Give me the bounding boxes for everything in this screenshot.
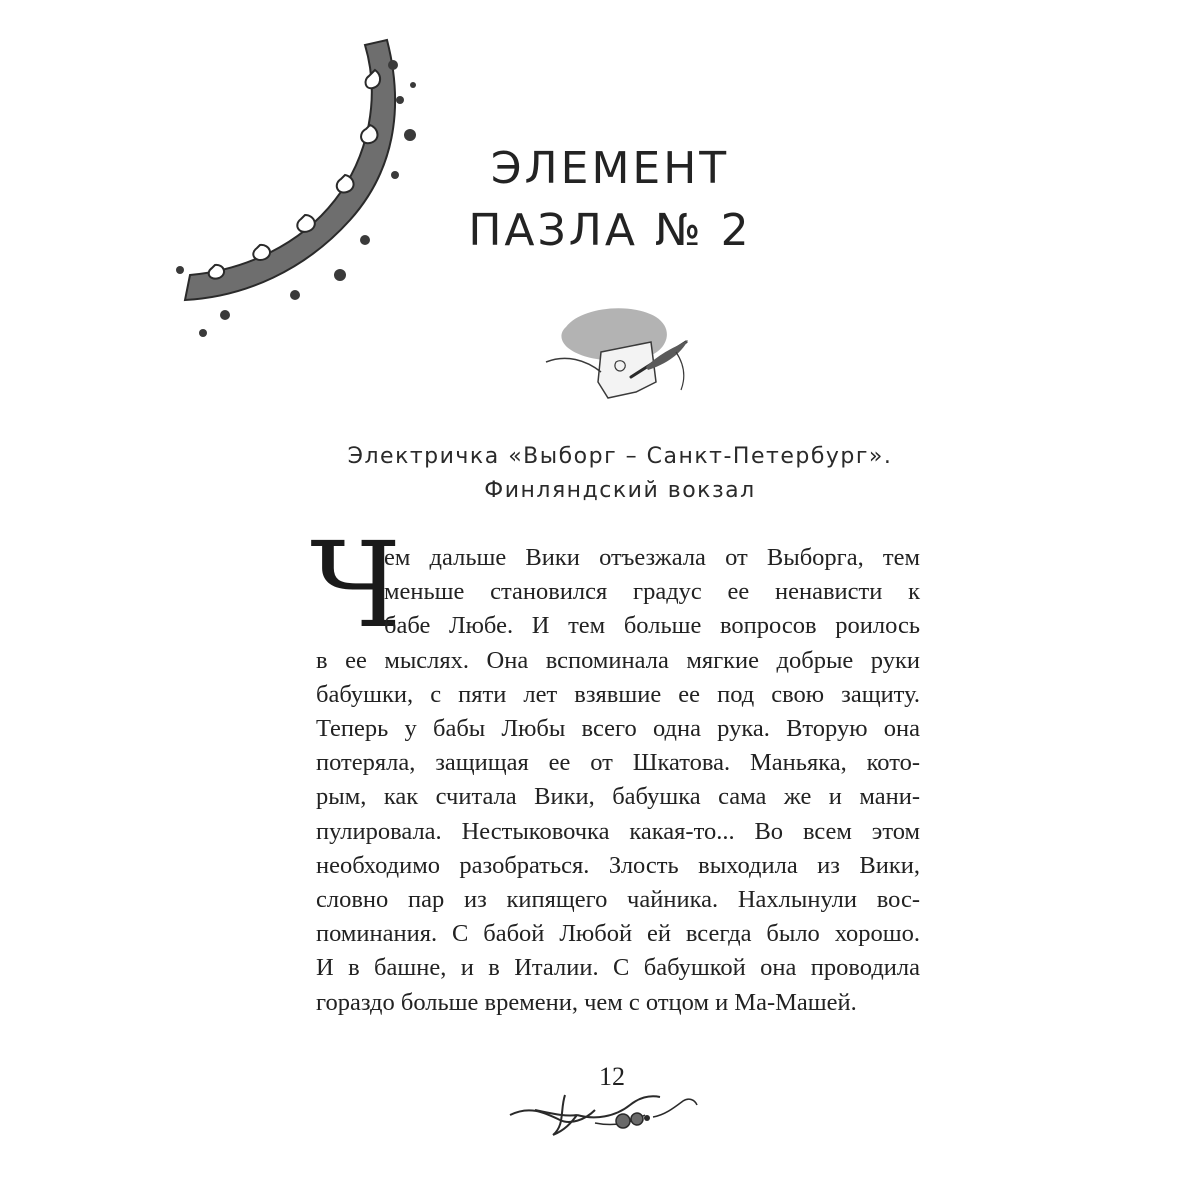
body-line: потеряла, защищая ее от Шкатова. Маньяка, кото- (316, 749, 920, 777)
body-line: словно пар из кипящего чайника. Нахлынули вос- (316, 886, 920, 914)
body-line: Теперь у бабы Любы всего одна рука. Вторую она (316, 715, 920, 743)
body-line: И в башне, и в Италии. С бабушкой она проводила (316, 954, 920, 982)
body-line: ем дальше Вики отъезжала от Выборга, тем (384, 544, 920, 571)
corner-ornament-icon (165, 25, 435, 355)
subtitle-line-2: Финляндский вокзал (484, 478, 756, 503)
flourish-with-beads-icon (505, 1075, 705, 1155)
subtitle-line-1: Электричка «Выборг – Санкт-Петербург». (347, 444, 893, 469)
puzzle-piece-with-feather-icon (536, 302, 696, 412)
page-number: 12 (599, 1062, 625, 1091)
drop-cap: Ч (310, 516, 402, 654)
body-line: в ее мыслях. Она вспоминала мягкие добрые руки (316, 646, 920, 674)
body-line: необходимо разобраться. Злость выходила из Вики, (316, 851, 920, 879)
body-line: пулировала. Нестыковочка какая-то... Во всем этом (316, 817, 920, 845)
chapter-title-line-1: ЭЛЕМЕНТ (490, 143, 730, 194)
chapter-title-line-2: ПАЗЛА № 2 (468, 205, 752, 256)
body-line: бабушки, с пяти лет взявшие ее под свою защиту. (316, 680, 920, 708)
body-line: гораздо больше времени, чем с отцом и Ма-Машей. (316, 988, 857, 1016)
body-line: бабе Любе. И тем больше вопросов роилось (384, 612, 920, 640)
body-paragraph (316, 541, 920, 1020)
body-line: меньше становился градус ее ненависти к (384, 578, 920, 606)
body-line: рым, как считала Вики, бабушка сама же и мани- (316, 783, 920, 811)
body-line: поминания. С бабой Любой ей всегда было хорошо. (316, 920, 920, 948)
chapter-title (440, 138, 780, 262)
chapter-subtitle (300, 440, 940, 508)
